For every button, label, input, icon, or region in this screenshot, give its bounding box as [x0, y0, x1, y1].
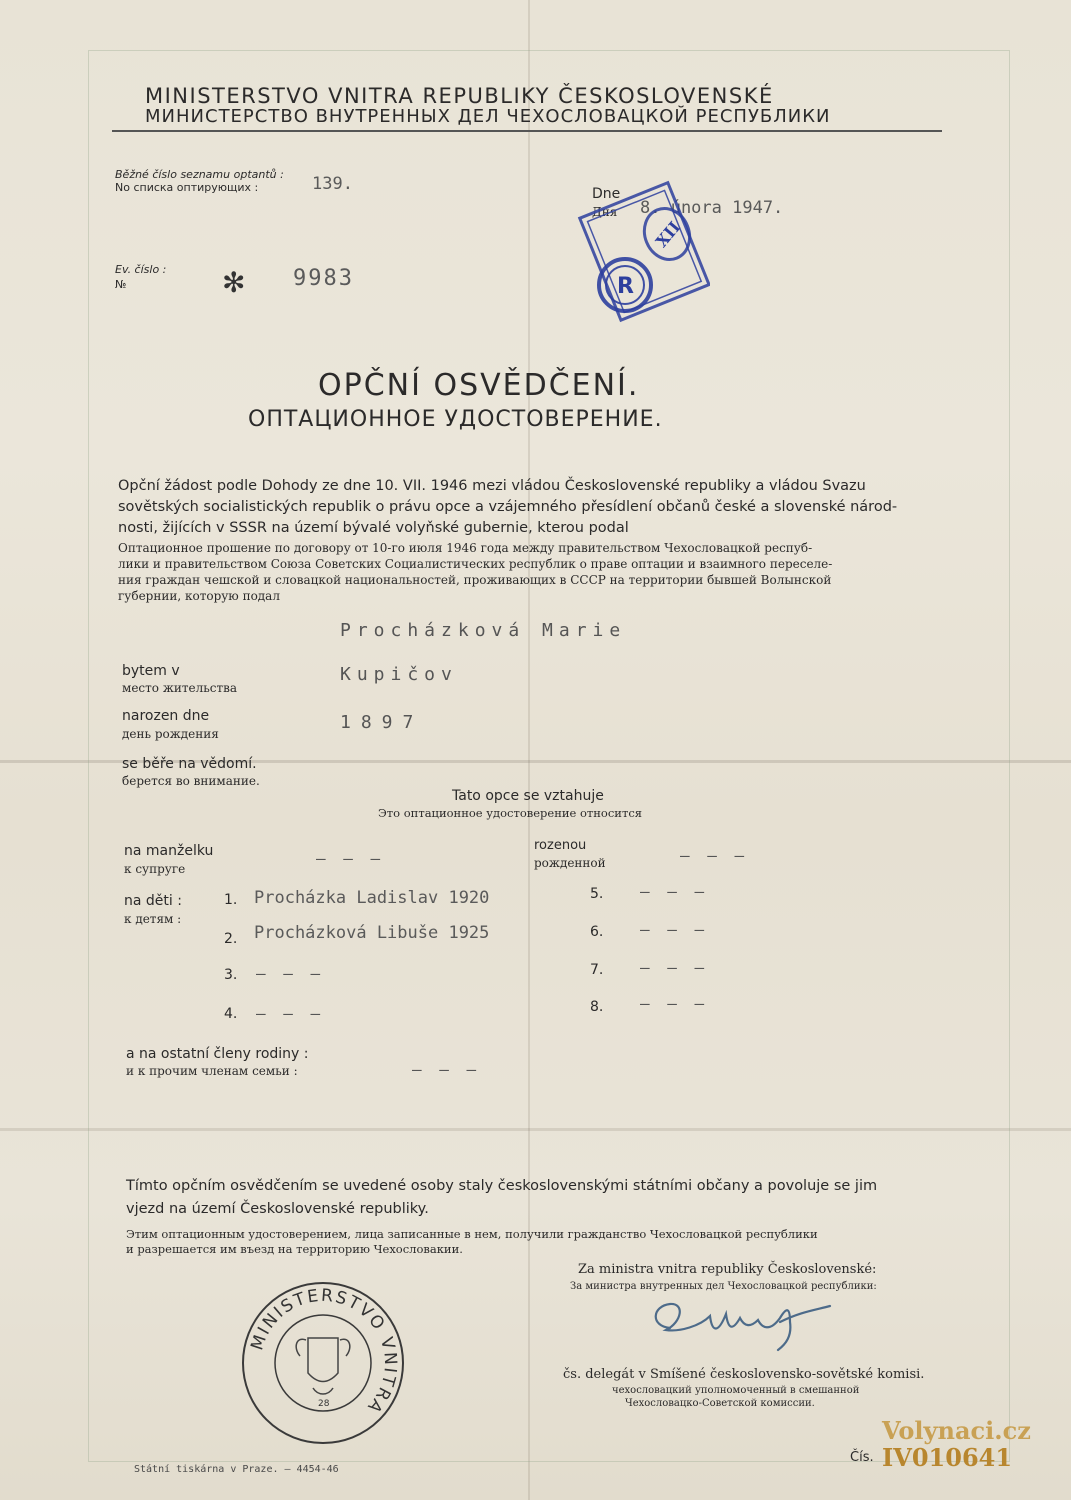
stamp-r-letter: R — [617, 274, 634, 299]
child-number: 8. — [590, 999, 604, 1015]
ministry-seal-icon — [238, 1278, 408, 1448]
signature-role-ru: Чехословацко-Советской комиссии. — [625, 1398, 815, 1409]
date-label-ru: Дня — [592, 205, 618, 219]
conclusion-ru-line: и разрешается им въезд на территорию Чехословакии. — [126, 1242, 463, 1256]
signature-for-cs: Za ministra vnitra republiky Československé: — [578, 1262, 877, 1277]
maiden-value: — — — — [680, 846, 749, 865]
residence-label-ru: место жительства — [122, 681, 238, 695]
spouse-label-cs: na manželku — [124, 843, 214, 859]
others-label-ru: и к прочим членам семьи : — [126, 1064, 298, 1078]
intro-ru-line: лики и правительством Союза Советских Социалистических республик о праве оптации и взаимного переселе- — [118, 557, 833, 571]
header-title-cs: MINISTERSTVO VNITRA REPUBLIKY ČESKOSLOVENSKÉ — [145, 84, 774, 108]
seal-text: MINISTERSTVO VNITRA — [247, 1285, 401, 1418]
scope-cs: Tato opce se vztahuje — [452, 788, 604, 804]
noted-label-cs: se běře na vědomí. — [122, 756, 257, 772]
document-title-ru: ОПТАЦИОННОЕ УДОСТОВЕРЕНИЕ. — [248, 407, 663, 432]
child-number: 3. — [224, 967, 238, 983]
applicant-name: Procházková Marie — [340, 620, 627, 641]
child-entry: — — — — [640, 882, 709, 901]
child-entry: — — — — [640, 920, 709, 939]
ev-number-label-ru: № — [115, 278, 127, 291]
intro-cs-line: nosti, žijících v SSSR na území bývalé volyňské gubernie, kterou podal — [118, 520, 629, 536]
residence-label-cs: bytem v — [122, 663, 180, 679]
asterisk-mark: ✻ — [222, 266, 246, 299]
spouse-value: — — — — [316, 849, 385, 868]
stamp-roman-numeral: XII — [651, 217, 685, 251]
document-title-cs: OPČNÍ OSVĚDČENÍ. — [318, 368, 640, 403]
header-rule — [112, 130, 942, 132]
conclusion-cs-line: Tímto opčním osvědčením se uvedené osoby staly československými státními občany a povoluje se jim — [126, 1178, 878, 1194]
maiden-label-cs: rozenou — [534, 838, 587, 853]
others-label-cs: a na ostatní členy rodiny : — [126, 1046, 309, 1062]
printer-note: Státní tiskárna v Praze. — 4454-46 — [134, 1464, 339, 1475]
signature-for-ru: За министра внутренных дел Чехословацкой республики: — [570, 1281, 877, 1292]
conclusion-cs-line: vjezd na území Československé republiky. — [126, 1201, 429, 1217]
children-label-ru: к детям : — [124, 912, 182, 926]
residence-value: Kupičov — [340, 664, 458, 685]
child-number: 1. — [224, 892, 238, 908]
intro-ru-line: Оптационное прошение по договору от 10-го июля 1946 года между правительством Чехословацкой респуб- — [118, 541, 813, 555]
registration-stamp-icon — [575, 172, 710, 332]
watermark-id: IV010641 — [882, 1443, 1013, 1472]
child-number: 5. — [590, 886, 604, 902]
child-entry: Procházka Ladislav 1920 — [254, 888, 490, 908]
born-value: 1897 — [340, 712, 424, 733]
child-entry: — — — — [256, 964, 325, 983]
ev-number-value: 9983 — [293, 266, 354, 291]
list-number-label-ru: No списка оптирующих : — [115, 181, 259, 194]
watermark-site: Volynaci.cz — [882, 1416, 1031, 1445]
born-label-ru: день рождения — [122, 727, 219, 741]
child-entry: — — — — [256, 1004, 325, 1023]
intro-cs-line: sovětských socialistických republik o právu opce a vzájemného přesídlení občanů české a slovenské národ- — [118, 499, 898, 515]
header-title-ru: МИНИСТЕРСТВО ВНУТРЕННЫХ ДЕЛ ЧЕХОСЛОВАЦКОЙ РЕСПУБЛИКИ — [145, 106, 831, 127]
born-label-cs: narozen dne — [122, 708, 210, 724]
ev-number-label-cs: Ev. číslo : — [115, 263, 167, 276]
scope-ru: Это оптационное удостоверение относится — [378, 806, 643, 820]
list-number-label-cs: Běžné číslo seznamu optantů : — [115, 168, 284, 181]
seal-number: 28 — [318, 1399, 330, 1409]
date-label-cs: Dne — [592, 186, 621, 202]
date-value: 8. února 1947. — [640, 198, 784, 218]
intro-ru-line: ния граждан чешской и словацкой национальностей, проживающих в СССР на территории бывшей Волынской — [118, 573, 832, 587]
signature-role-cs: čs. delegát v Smíšené československo-sovětské komisi. — [563, 1367, 925, 1382]
intro-ru-line: губернии, которую подал — [118, 589, 280, 603]
others-value: — — — — [412, 1060, 481, 1079]
noted-label-ru: берется во внимание. — [122, 774, 260, 788]
children-label-cs: na děti : — [124, 893, 182, 909]
child-number: 2. — [224, 931, 238, 947]
child-entry: — — — — [640, 958, 709, 977]
signature-role-ru: чехословацкий уполномоченный в смешанной — [612, 1385, 860, 1396]
child-number: 4. — [224, 1006, 238, 1022]
child-entry: Procházková Libuše 1925 — [254, 923, 490, 943]
conclusion-ru-line: Этим оптационным удостоверением, лица записанные в нем, получили гражданство Чехословацкой республики — [126, 1227, 818, 1241]
handwritten-signature-icon — [640, 1292, 850, 1352]
child-number: 6. — [590, 924, 604, 940]
intro-cs-line: Opční žádost podle Dohody ze dne 10. VII. 1946 mezi vládou Československé republiky a vládou Svazu — [118, 478, 866, 494]
child-number: 7. — [590, 962, 604, 978]
child-entry: — — — — [640, 994, 709, 1013]
cis-label: Čís. — [850, 1450, 874, 1465]
maiden-label-ru: рожденной — [534, 856, 606, 870]
list-number-value: 139. — [312, 174, 353, 194]
spouse-label-ru: к супруге — [124, 862, 186, 876]
